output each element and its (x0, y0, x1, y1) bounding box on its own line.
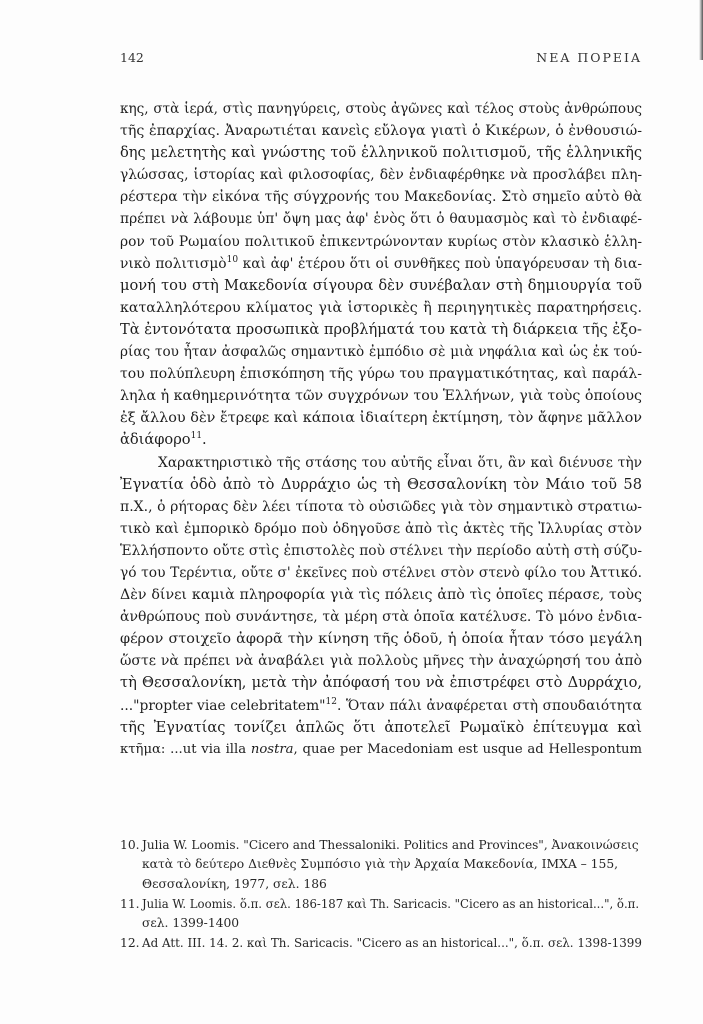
text-line: Ἑλλήσποντο οὔτε στὶς ἐπιστολὲς ποὺ στέλνει τὴν περίοδο αὐτὴ στὴ σύζυ- (120, 542, 642, 559)
text-line: φέρον στοιχεῖο ἀφορᾶ τὴν κίνηση τῆς ὁδοῦ, ἡ ὁποία ἦταν τόσο μεγάλη (120, 631, 642, 648)
text-fragment: κτῆμα: ...ut via illa (120, 741, 251, 757)
page-header (120, 50, 642, 70)
footnote-number: 10. (120, 838, 140, 852)
main-text (120, 98, 642, 761)
footnote-line: κατὰ τὸ δεύτερο Διεθνὲς Συμπόσιο γιὰ τὴν Ἀρχαία Μακεδονία, ΙΜΧΑ – 155, (142, 857, 619, 872)
text-line: Ἐγνατία ὁδὸ ἀπὸ τὸ Δυρράχιο ὡς τὴ Θεσσαλονίκη τὸν Μάιο τοῦ 58 (120, 475, 642, 493)
footnote-number: 12. (120, 936, 140, 951)
text-line (120, 429, 642, 451)
text-line (120, 253, 642, 275)
footnote-line: Θεσσαλονίκη, 1977, σελ. 186 (142, 876, 327, 891)
text-line: Δὲν δίνει καμιὰ πληροφορία γιὰ τὶς πόλεις ἀπὸ τὶς ὁποῖες πέρασε, τοὺς (120, 587, 642, 604)
text-line: δης μελετητὴς καὶ γνώστης τοῦ ἑλληνικοῦ πολιτισμοῦ, τῆς ἑλληνικῆς (120, 144, 642, 162)
paragraph-1 (120, 98, 642, 452)
footnote-10 (120, 836, 642, 894)
footnote-11 (120, 895, 642, 934)
running-head: ΝΕΑ ΠΟΡΕΙΑ (536, 50, 642, 65)
text-line: ρίας του ἦταν ἀσφαλῶς σημαντικὸ ἐμπόδιο σὲ μιὰ νηφάλια καὶ ὡς ἐκ τού- (120, 344, 642, 361)
text-line: γό του Τερέντια, οὔτε σ' ἐκεῖνες ποὺ στέλνει στὸν στενὸ φίλο του Ἀττικό. (120, 564, 642, 581)
text-fragment: ..."propter viae celebritatem" (120, 697, 326, 714)
footnotes (120, 836, 642, 955)
footnote-ref-12: 12 (325, 696, 337, 707)
italic-word: nostra (250, 741, 294, 757)
text-fragment: νικὸ πολιτισμὸ (120, 255, 227, 272)
text-line (120, 695, 642, 717)
text-line: Τὰ ἐντονότατα προσωπικὰ προβλήματά του κατὰ τὴ διάρκεια τῆς ἐξο- (120, 320, 642, 338)
footnote-line: Ad Att. III. 14. 2. καὶ Th. Saricacis. "Cicero as an historical...", ὅ.π. σελ. 1398-1399 (142, 936, 642, 951)
text-line: του πολύπλευρη ἐπισκόπηση τῆς γύρω του πραγματικότητας, καὶ παράλ- (120, 366, 642, 383)
text-line: μονή του στὴ Μακεδονία σίγουρα δὲν συνέβαλαν στὴ δημιουργία τοῦ (120, 276, 642, 294)
text-line: τικὸ καὶ ἐμπορικὸ δρόμο ποὺ ὁδηγοῦσε ἀπὸ τὶς ἀκτὲς τῆς Ἰλλυρίας στὸν (120, 520, 642, 537)
text-fragment: ἀδιάφορο (120, 431, 191, 449)
text-fragment: , quae per Macedoniam est usque ad Hellespontum (293, 741, 642, 757)
text-fragment: . (202, 431, 207, 449)
text-fragment: καὶ ἀφ' ἑτέρου ὅτι οἱ συνθῆκες ποὺ ὑπαγόρευσαν τὴ δια- (238, 255, 642, 272)
footnote-line: Julia W. Loomis. ὅ.π. σελ. 186-187 καὶ Th. Saricacis. "Cicero as an historical...", ὅ.π. (142, 896, 640, 911)
text-line: ρον τοῦ Ρωμαίου πολιτικοῦ ἐπικεντρώνονταν κυρίως στὸν κλασικὸ ἑλλη- (120, 233, 642, 250)
text-line: τῆς ἐπαρχίας. Ἀναρωτιέται κανεὶς εὔλογα γιατὶ ὁ Κικέρων, ὁ ἐνθουσιώ- (120, 123, 642, 140)
text-line: κης, στὰ ἱερά, στὶς πανηγύρεις, στοὺς ἀγῶνες καὶ τέλος στοὺς ἀνθρώπους (120, 101, 642, 117)
text-line: π.Χ., ὁ ρήτορας δὲν λέει τίποτα τὸ οὐσιῶδες γιὰ τὸν σημαντικὸ στρατιω- (120, 498, 642, 515)
text-line (120, 739, 642, 761)
footnote-ref-11: 11 (190, 431, 203, 442)
text-line: πρέπει νὰ λάβουμε ὑπ' ὄψη μας ἀφ' ἑνὸς ὅτι ὁ θαυμασμὸς καὶ τὸ ἐνδιαφέ- (120, 211, 642, 228)
footnote-number: 11. (120, 896, 140, 911)
footnote-line: Julia W. Loomis. "Cicero and Thessaloniki. Politics and Provinces", Ἀνακοινώσεις (142, 838, 639, 852)
text-line: ρέστερα τὴν εἰκόνα τῆς σύγχρονής του Μακεδονίας. Στὸ σημεῖο αὐτὸ θὰ (120, 189, 642, 206)
text-fragment: . Ὅταν πάλι ἀναφέρεται στὴ σπουδαιότητα (336, 697, 642, 714)
text-line: Χαρακτηριστικὸ τῆς στάσης του αὐτῆς εἶναι ὅτι, ἂν καὶ διένυσε τὴν (158, 454, 642, 471)
text-line: καταλληλότερου κλίματος γιὰ ἱστορικὲς ἢ περιηγητικὲς παρατηρήσεις. (120, 299, 642, 316)
text-line: ληλα ἡ καθημερινότητα τῶν συγχρόνων του Ἑλλήνων, γιὰ τοὺς ὁποίους (120, 388, 642, 405)
text-line: ἐξ ἄλλου δὲν ἔτρεφε καὶ κάποια ἰδιαίτερη ἐκτίμηση, τὸν ἄφηνε μᾶλλον (120, 410, 642, 427)
page-number: 142 (120, 50, 144, 65)
footnote-ref-10: 10 (226, 254, 239, 265)
text-line: γλώσσας, ἱστορίας καὶ φιλοσοφίας, δὲν ἐνδιαφέρθηκε νὰ προσλάβει πλη- (120, 167, 642, 184)
scan-edge-shadow (699, 0, 703, 60)
footnote-12 (120, 934, 642, 953)
text-line: τῆς Ἐγνατίας τονίζει ἁπλῶς ὅτι ἀποτελεῖ Ρωμαϊκὸ ἐπίτευγμα καὶ (120, 718, 642, 736)
text-line: τὴ Θεσσαλονίκη, μετὰ τὴν ἀπόφασή του νὰ ἐπιστρέφει στὸ Δυρράχιο, (120, 674, 642, 692)
text-line: ὥστε νὰ πρέπει νὰ ἀναβάλει γιὰ πολλοὺς μῆνες τὴν ἀναχώρησή του ἀπὸ (120, 653, 642, 670)
paragraph-2 (120, 452, 642, 761)
text-line: ἀνθρώπους ποὺ συνάντησε, τὰ μέρη στὰ ὁποῖα κατέλυσε. Τὸ μόνο ἐνδια- (120, 609, 642, 626)
footnote-line: σελ. 1399-1400 (142, 916, 240, 931)
